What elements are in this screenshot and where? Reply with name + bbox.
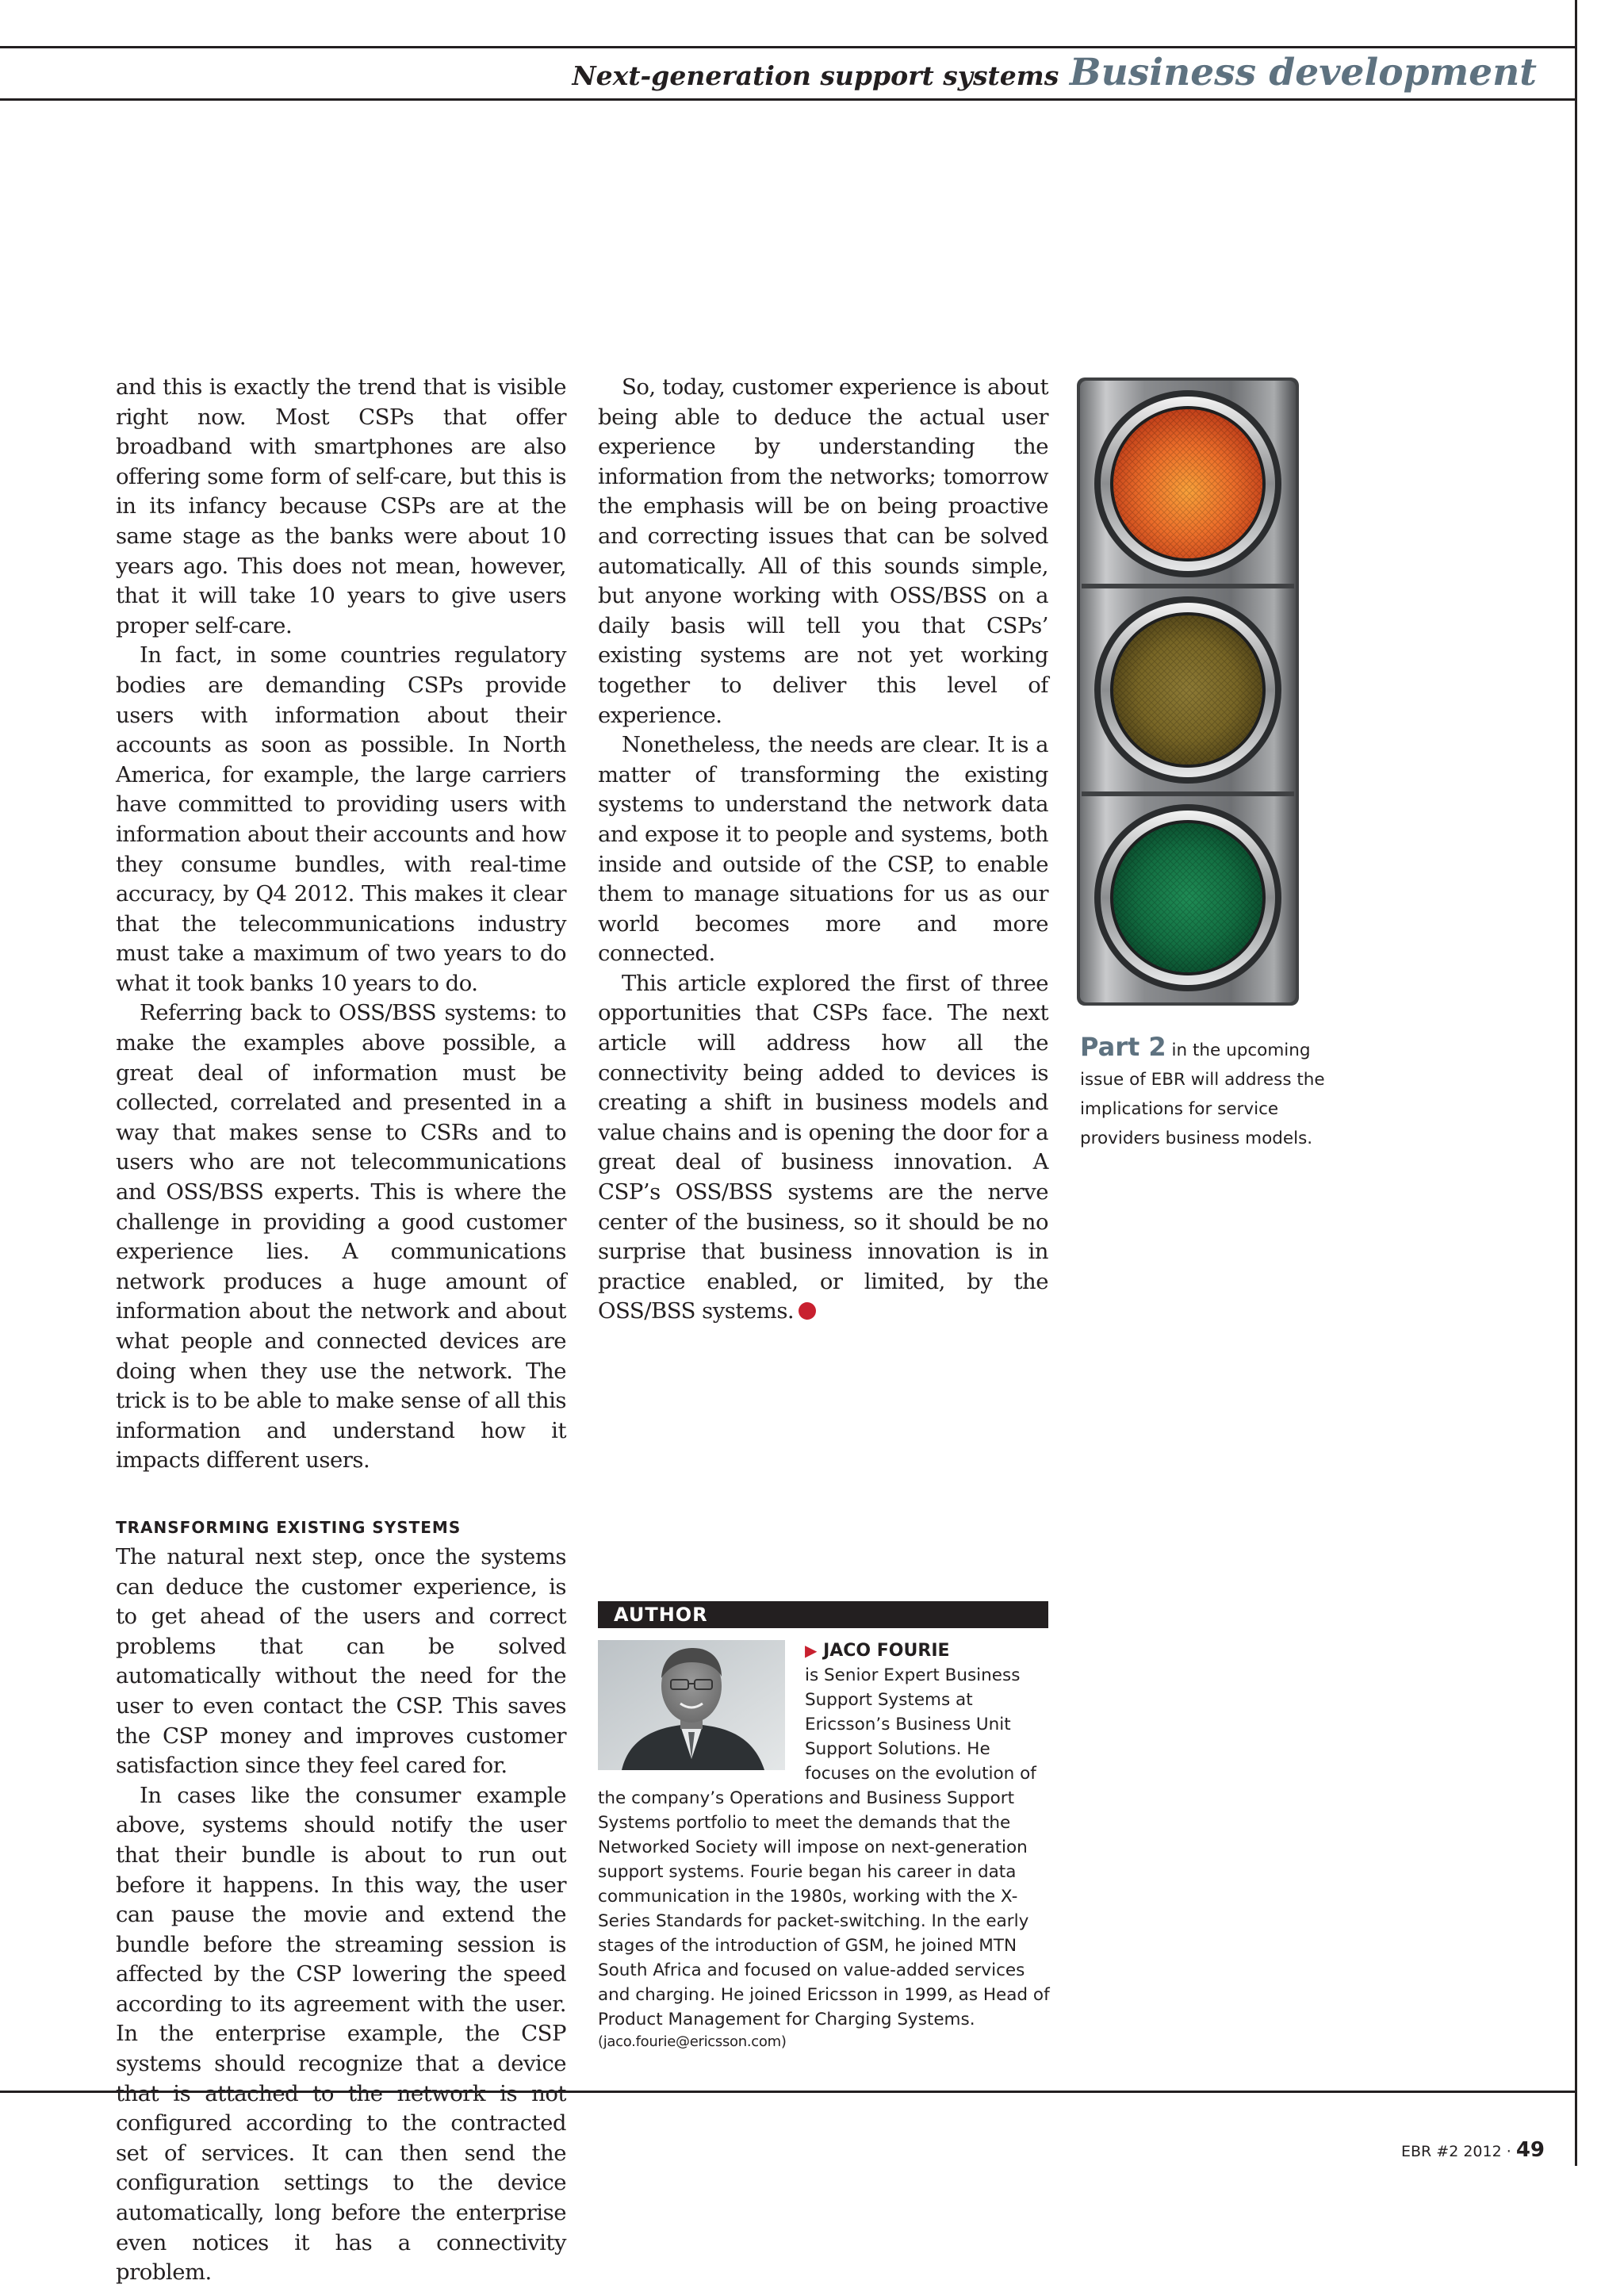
column-2 xyxy=(598,373,1048,1327)
page-folio xyxy=(1401,2138,1545,2162)
author-heading: AUTHOR xyxy=(598,1601,1048,1628)
paragraph: The natural next step, once the systems can deduce the customer experience, is to get ahead of the users and correct problems that can be solved automatically without the need for the user to even contact the CSP. This saves the CSP money and improves customer satisfaction since they feel cared for. xyxy=(116,1543,566,1779)
issue-label: EBR #2 2012 · xyxy=(1401,2143,1511,2160)
author-name-text: JACO FOURIE xyxy=(823,1641,950,1661)
column-1 xyxy=(116,373,566,2288)
header-rule xyxy=(0,98,1576,101)
top-rule xyxy=(0,46,1576,48)
triangle-right-icon: ▶ xyxy=(805,1641,818,1660)
paragraph xyxy=(598,969,1048,1327)
author-bio: the company’s Operations and Business Support Systems portfolio to meet the demands that the Networked Society will impose on next-generation support systems. Fourie began his career in data communication in the 1980s, working with the X-Series Standards for packet-switching. In the early stages of the introduction of GSM, he joined MTN South Africa and focused on value-added services and charging. He joined Ericsson in 1999, as Head of Product Management for Charging Systems. xyxy=(598,1788,1050,2029)
paragraph: In fact, in some countries regulatory bodies are demanding CSPs provide users with information about their accounts as soon as possible. In North America, for example, the large carriers have committed to providing users with information about their accounts and how they consume bundles, with real-time accuracy, by Q4 2012. This makes it clear that the telecommunications industry must take a maximum of two years to do what it took banks 10 years to do. xyxy=(116,642,566,996)
paragraph-text: This article explored the first of three opportunities that CSPs face. The next article will address how all the connectivity being added to devices is creating a shift in business models and value chains and is opening the door for a great deal of business innovation. A CSP’s OSS/BSS systems are the nerve center of the business, so it should be no surprise that business innovation is in practice enabled, or limited, by the OSS/BSS systems. xyxy=(598,970,1048,1324)
department-title: Business development xyxy=(1069,51,1537,94)
caption-lead: Part 2 xyxy=(1080,1032,1166,1062)
illustration-caption xyxy=(1080,1033,1350,1153)
author-photo xyxy=(598,1640,785,1770)
traffic-light-illustration xyxy=(1075,376,1300,1007)
caption-text: in the upcoming issue of EBR will address the implications for service providers business models. xyxy=(1080,1041,1325,1148)
section-title: Next-generation support systems xyxy=(572,60,1059,91)
paragraph: So, today, customer experience is about being able to deduce the actual user experience by understanding the information from the networks; tomorrow the emphasis will be on being proactive and correcting issues that can be solved automatically. All of this sounds simple, but anyone working with OSS/BSS on a daily basis will tell you that CSPs’ existing systems are not yet working together to deliver this level of experience. xyxy=(598,374,1048,728)
author-bio-intro: is Senior Expert Business Support Systems at Ericsson’s Business Unit Support Solutions. He focuses on the evolution of xyxy=(805,1665,1036,1784)
running-header xyxy=(572,51,1537,94)
author-name xyxy=(805,1638,950,1663)
paragraph: Referring back to OSS/BSS systems: to make the examples above possible, a great deal of information must be collected, correlated and presented in a way that makes sense to CSRs and to users who are not telecommunications and OSS/BSS experts. This is where the challenge in providing a good customer experience lies. A communications network produces a huge amount of information about the network and about what people and connected devices are doing when they use the network. The trick is to be able to make sense of all this information and understand how it impacts different users. xyxy=(116,1000,566,1474)
page-edge-rule xyxy=(1575,0,1577,2166)
page-number: 49 xyxy=(1515,2138,1545,2162)
section-subhead: TRANSFORMING EXISTING SYSTEMS xyxy=(116,1517,462,1537)
paragraph: Nonetheless, the needs are clear. It is a matter of transforming the existing systems to understand the network data and expose it to people and systems, both inside and outside of the CSP, to enable them to manage situations for us as our world becomes more and more connected. xyxy=(598,732,1048,967)
red-dot-icon xyxy=(799,1302,816,1320)
paragraph: and this is exactly the trend that is visible right now. Most CSPs that offer broadband with smartphones are also offering some form of self-care, but this is in its infancy because CSPs are at the same stage as the banks were about 10 years ago. This does not mean, however, that it will take 10 years to give users proper self-care. xyxy=(116,374,566,638)
paragraph: In cases like the consumer example above, systems should notify the user that their bundle is about to run out before it happens. In this way, the user can pause the movie and extend the bundle before the streaming session is affected by the CSP lowering the speed according to its agreement with the user. In the enterprise example, the CSP systems should recognize that a device that is attached to the network is not configured according to the contracted set of services. It can then send the configuration settings to the device automatically, long before the enterprise even notices it has a connectivity problem. xyxy=(116,1782,566,2286)
author-email: (jaco.fourie@ericsson.com) xyxy=(598,2033,787,2050)
